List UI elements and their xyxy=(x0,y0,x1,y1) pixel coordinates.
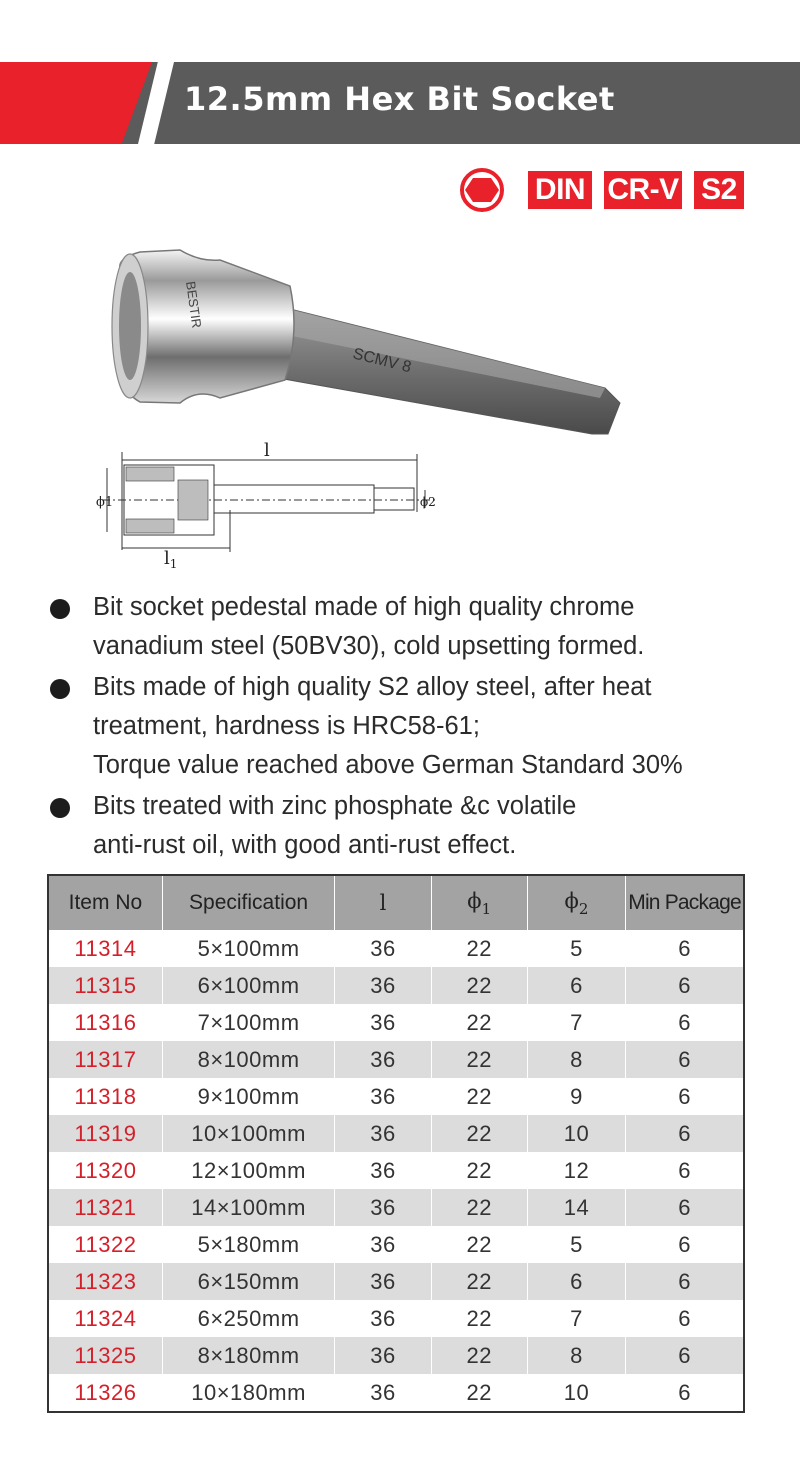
s2-badge: S2 xyxy=(694,171,744,209)
header-item-no: Item No xyxy=(48,875,162,930)
phi2-cell: 5 xyxy=(527,930,625,967)
min-package-cell: 6 xyxy=(626,1041,744,1078)
min-package-cell: 6 xyxy=(626,930,744,967)
specification-cell: 7×100mm xyxy=(162,1004,334,1041)
l-cell: 36 xyxy=(335,1189,431,1226)
phi2-cell: 8 xyxy=(527,1337,625,1374)
phi2-cell: 6 xyxy=(527,967,625,1004)
drawing-label-l1: $l_1$ xyxy=(164,548,178,570)
l-cell: 36 xyxy=(335,1300,431,1337)
phi2-cell: 6 xyxy=(527,1263,625,1300)
table-row xyxy=(48,1263,744,1300)
l-cell: 36 xyxy=(335,967,431,1004)
header-specification: Specification xyxy=(162,875,334,930)
bullet-icon xyxy=(50,679,70,699)
table-row xyxy=(48,1152,744,1189)
l-cell: 36 xyxy=(335,930,431,967)
l-cell: 36 xyxy=(335,1078,431,1115)
table-row xyxy=(48,1115,744,1152)
phi1-cell: 22 xyxy=(431,930,527,967)
min-package-cell: 6 xyxy=(626,1078,744,1115)
table-row xyxy=(48,1078,744,1115)
phi1-cell: 22 xyxy=(431,1078,527,1115)
min-package-cell: 6 xyxy=(626,1152,744,1189)
feature-text: anti-rust oil, with good anti-rust effect. xyxy=(93,831,517,859)
table-row xyxy=(48,1374,744,1412)
feature-text: Bit socket pedestal made of high quality chrome xyxy=(93,593,635,621)
item-no-cell: 11325 xyxy=(48,1337,162,1374)
specification-cell: 6×100mm xyxy=(162,967,334,1004)
socket-brand: BESTIR xyxy=(183,280,205,329)
l-cell: 36 xyxy=(335,1004,431,1041)
phi1-cell: 22 xyxy=(431,1041,527,1078)
item-no-cell: 11322 xyxy=(48,1226,162,1263)
header-phi1: $\phi_1$ xyxy=(431,875,527,930)
min-package-cell: 6 xyxy=(626,1300,744,1337)
item-no-cell: 11319 xyxy=(48,1115,162,1152)
bullet-icon xyxy=(50,798,70,818)
feature-text: vanadium steel (50BV30), cold upsetting formed. xyxy=(93,632,645,660)
table-row xyxy=(48,1300,744,1337)
item-no-cell: 11316 xyxy=(48,1004,162,1041)
phi2-cell: 5 xyxy=(527,1226,625,1263)
specification-cell: 8×180mm xyxy=(162,1337,334,1374)
table-row xyxy=(48,1004,744,1041)
item-no-cell: 11318 xyxy=(48,1078,162,1115)
l-cell: 36 xyxy=(335,1374,431,1412)
specification-cell: 8×100mm xyxy=(162,1041,334,1078)
phi2-cell: 8 xyxy=(527,1041,625,1078)
specification-cell: 9×100mm xyxy=(162,1078,334,1115)
phi1-cell: 22 xyxy=(431,1189,527,1226)
specification-cell: 10×100mm xyxy=(162,1115,334,1152)
table-header-row xyxy=(48,875,744,930)
specification-cell: 6×250mm xyxy=(162,1300,334,1337)
table-row xyxy=(48,1041,744,1078)
min-package-cell: 6 xyxy=(626,1263,744,1300)
feature-text: Bits made of high quality S2 alloy steel, after heat xyxy=(93,673,652,701)
header-phi2: $\phi_2$ xyxy=(527,875,625,930)
l-cell: 36 xyxy=(335,1226,431,1263)
hexagon-icon xyxy=(456,168,508,212)
drawing-label-phi1: ϕ1 xyxy=(96,495,114,510)
phi1-cell: 22 xyxy=(431,1337,527,1374)
specification-cell: 5×100mm xyxy=(162,930,334,967)
feature-list xyxy=(50,588,790,867)
crv-badge: CR-V xyxy=(604,171,682,209)
feature-text: Bits treated with zinc phosphate &c volatile xyxy=(93,792,577,820)
min-package-cell: 6 xyxy=(626,967,744,1004)
phi2-cell: 7 xyxy=(527,1300,625,1337)
specification-cell: 14×100mm xyxy=(162,1189,334,1226)
min-package-cell: 6 xyxy=(626,1337,744,1374)
din-badge: DIN xyxy=(528,171,592,209)
feature-text: Torque value reached above German Standard 30% xyxy=(93,751,683,779)
item-no-cell: 11326 xyxy=(48,1374,162,1412)
page-title: 12.5mm Hex Bit Socket xyxy=(184,80,615,118)
specification-cell: 12×100mm xyxy=(162,1152,334,1189)
phi1-cell: 22 xyxy=(431,1300,527,1337)
specification-cell: 6×150mm xyxy=(162,1263,334,1300)
specification-cell: 10×180mm xyxy=(162,1374,334,1412)
l-cell: 36 xyxy=(335,1152,431,1189)
table-row xyxy=(48,1337,744,1374)
table-row xyxy=(48,1189,744,1226)
table-row xyxy=(48,1226,744,1263)
phi1-cell: 22 xyxy=(431,1115,527,1152)
min-package-cell: 6 xyxy=(626,1115,744,1152)
header-min-package: Min Package xyxy=(626,875,744,930)
item-no-cell: 11314 xyxy=(48,930,162,967)
phi1-cell: 22 xyxy=(431,1263,527,1300)
l-cell: 36 xyxy=(335,1115,431,1152)
specification-cell: 5×180mm xyxy=(162,1226,334,1263)
header-l: l xyxy=(335,875,431,930)
feature-item xyxy=(50,787,790,865)
bullet-icon xyxy=(50,599,70,619)
l-cell: 36 xyxy=(335,1263,431,1300)
phi1-cell: 22 xyxy=(431,1152,527,1189)
item-no-cell: 11320 xyxy=(48,1152,162,1189)
phi1-cell: 22 xyxy=(431,1004,527,1041)
item-no-cell: 11321 xyxy=(48,1189,162,1226)
spec-table xyxy=(47,874,745,1413)
title-banner xyxy=(0,62,800,144)
item-no-cell: 11315 xyxy=(48,967,162,1004)
phi1-cell: 22 xyxy=(431,1374,527,1412)
feature-item xyxy=(50,668,790,785)
technical-drawing xyxy=(92,440,442,570)
phi2-cell: 12 xyxy=(527,1152,625,1189)
bit-engraving: SCMV 8 xyxy=(351,345,413,377)
phi1-cell: 22 xyxy=(431,1226,527,1263)
drawing-label-phi2: ϕ2 xyxy=(420,495,436,509)
drawing-label-l: l xyxy=(264,440,270,461)
min-package-cell: 6 xyxy=(626,1374,744,1412)
product-image xyxy=(100,238,630,438)
phi2-cell: 9 xyxy=(527,1078,625,1115)
phi2-cell: 10 xyxy=(527,1115,625,1152)
phi2-cell: 10 xyxy=(527,1374,625,1412)
phi2-cell: 7 xyxy=(527,1004,625,1041)
l-cell: 36 xyxy=(335,1337,431,1374)
min-package-cell: 6 xyxy=(626,1189,744,1226)
min-package-cell: 6 xyxy=(626,1226,744,1263)
min-package-cell: 6 xyxy=(626,1004,744,1041)
table-row xyxy=(48,930,744,967)
phi1-cell: 22 xyxy=(431,967,527,1004)
phi2-cell: 14 xyxy=(527,1189,625,1226)
item-no-cell: 11324 xyxy=(48,1300,162,1337)
item-no-cell: 11323 xyxy=(48,1263,162,1300)
item-no-cell: 11317 xyxy=(48,1041,162,1078)
feature-item xyxy=(50,588,790,666)
feature-text: treatment, hardness is HRC58-61; xyxy=(93,712,480,740)
table-row xyxy=(48,967,744,1004)
l-cell: 36 xyxy=(335,1041,431,1078)
